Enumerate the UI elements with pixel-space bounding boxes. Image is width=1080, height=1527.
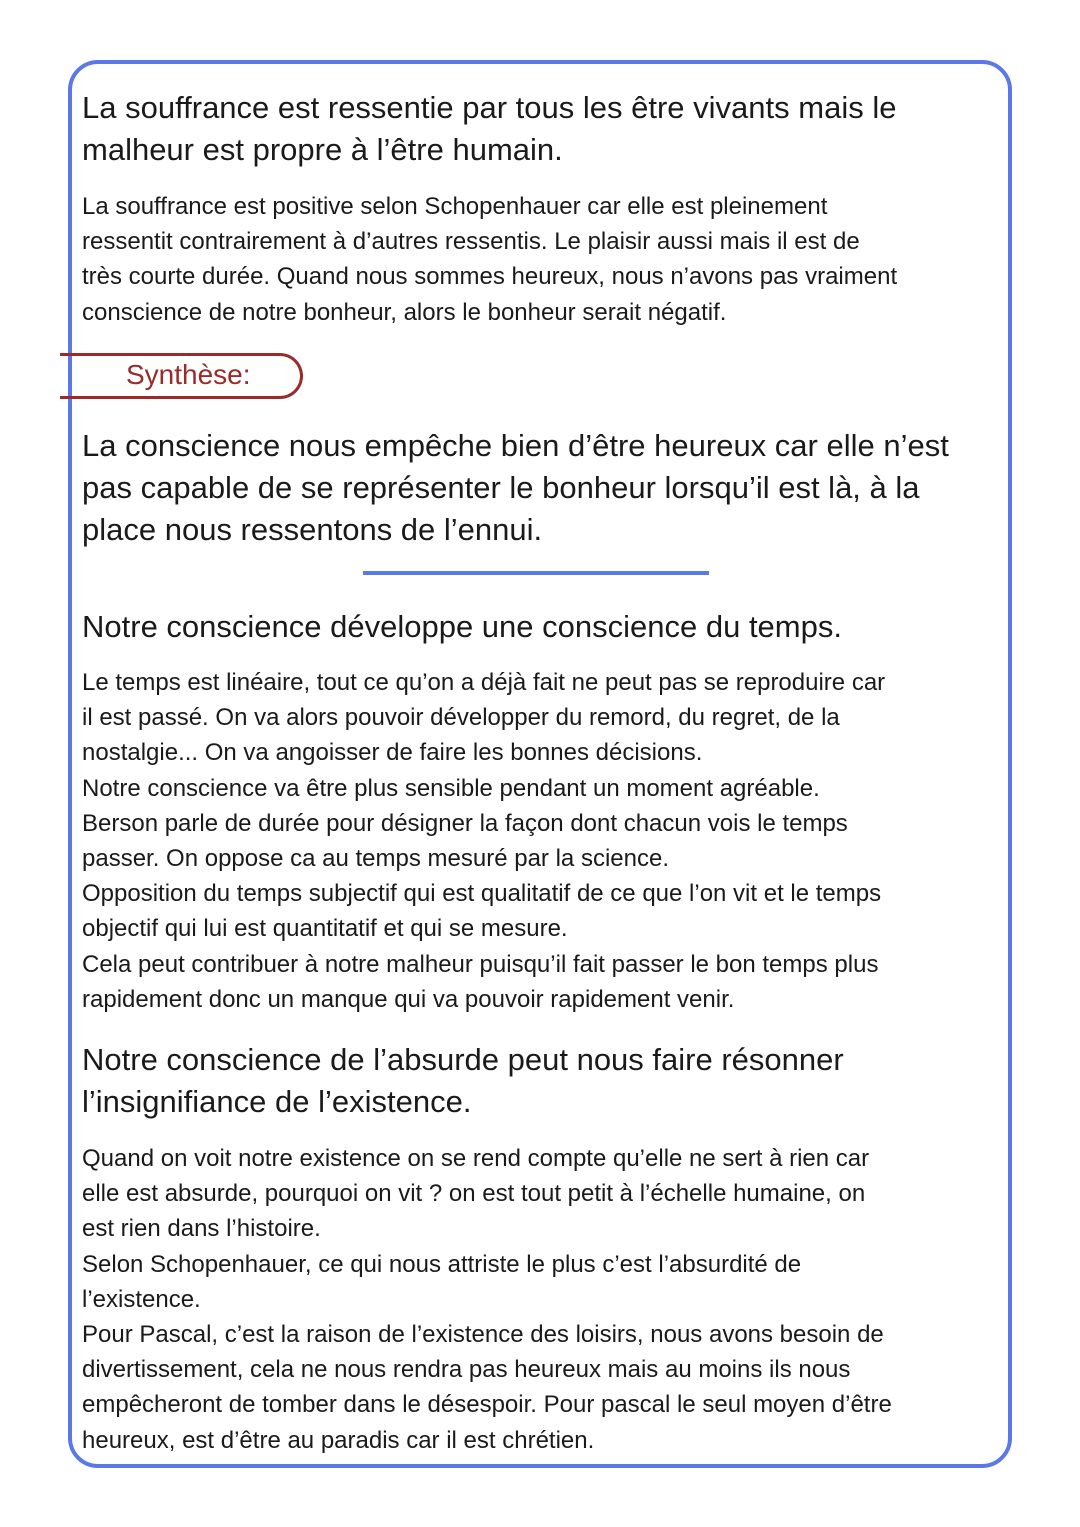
text-line: conscience de notre bonheur, alors le bonheur serait négatif. (82, 298, 727, 326)
heading-synthese (82, 425, 949, 551)
text-line: empêcheront de tomber dans le désespoir. Pour pascal le seul moyen d’être (82, 1391, 892, 1419)
text-line: passer. On oppose ca au temps mesuré par la science. (82, 845, 669, 873)
text-line: Le temps est linéaire, tout ce qu’on a déjà fait ne peut pas se reproduire car (82, 669, 886, 696)
text-line: ressentit contrairement à d’autres ressentis. Le plaisir aussi mais il est de (82, 228, 860, 256)
text-line: Quand on voit notre existence on se rend compte qu’elle ne sert à rien car (82, 1145, 870, 1172)
text-line: Cela peut contribuer à notre malheur puisqu’il fait passer le bon temps plus (82, 950, 879, 978)
text-line: divertissement, cela ne nous rendra pas heureux mais au moins ils nous (82, 1356, 851, 1384)
text-line: l’insignifiance de l’existence. (82, 1084, 472, 1119)
text-line: place nous ressentons de l’ennui. (82, 512, 543, 547)
paragraph-absurde (82, 1141, 892, 1458)
text-line: Opposition du temps subjectif qui est qualitatif de ce que l’on vit et le temps (82, 880, 882, 908)
paragraph-temps (82, 665, 885, 1017)
text-line: objectif qui lui est quantitatif et qui se mesure. (82, 915, 568, 943)
text-line: pas capable de se représenter le bonheur lorsqu’il est là, à la (82, 470, 920, 505)
synthese-label-box (60, 353, 303, 399)
paragraph-souffrance (82, 189, 897, 330)
section-divider (363, 571, 709, 575)
text-line: l’existence. (82, 1285, 201, 1313)
text-line: Pour Pascal, c’est la raison de l’existence des loisirs, nous avons besoin de (82, 1321, 884, 1349)
text-line: La souffrance est positive selon Schopenhauer car elle est pleinement (82, 193, 828, 220)
text-line: La conscience nous empêche bien d’être heureux car elle n’est (82, 428, 949, 463)
text-line: est rien dans l’histoire. (82, 1215, 321, 1243)
text-line: La souffrance est ressentie par tous les être vivants mais le (82, 90, 897, 125)
text-line: heureux, est d’être au paradis car il est chrétien. (82, 1426, 595, 1454)
text-line: Notre conscience développe une conscience du temps. (82, 609, 842, 644)
text-line: nostalgie... On va angoisser de faire les bonnes décisions. (82, 739, 703, 767)
text-line: Notre conscience de l’absurde peut nous faire résonner (82, 1042, 844, 1077)
text-line: Berson parle de durée pour désigner la façon dont chacun vois le temps (82, 809, 848, 837)
heading-temps (82, 606, 842, 648)
text-line: Notre conscience va être plus sensible pendant un moment agréable. (82, 774, 820, 802)
heading-souffrance (82, 87, 896, 171)
synthese-label: Synthèse: (126, 359, 251, 390)
text-line: elle est absurde, pourquoi on vit ? on est tout petit à l’échelle humaine, on (82, 1180, 866, 1208)
text-line: rapidement donc un manque qui va pouvoir rapidement venir. (82, 985, 735, 1013)
text-line: malheur est propre à l’être humain. (82, 132, 563, 167)
heading-absurde (82, 1039, 844, 1123)
text-line: il est passé. On va alors pouvoir développer du remord, du regret, de la (82, 704, 840, 732)
text-line: très courte durée. Quand nous sommes heureux, nous n’avons pas vraiment (82, 263, 898, 291)
text-line: Selon Schopenhauer, ce qui nous attriste le plus c’est l’absurdité de (82, 1250, 802, 1278)
